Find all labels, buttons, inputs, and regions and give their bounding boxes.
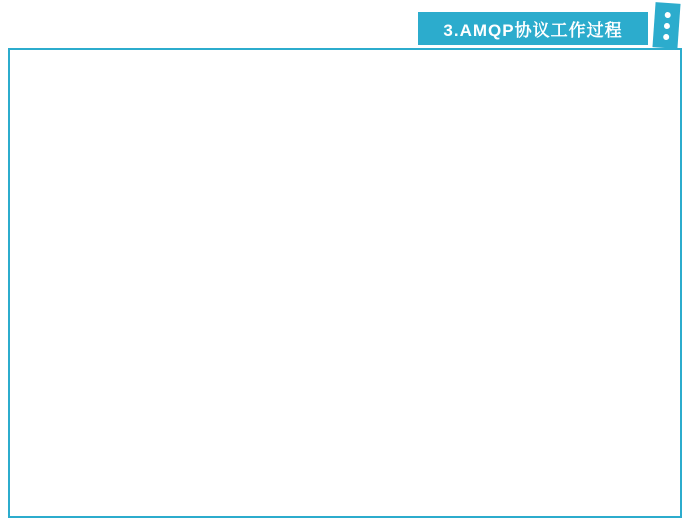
dot-icon xyxy=(663,22,669,28)
dot-icon xyxy=(664,11,670,17)
section-header-tab[interactable] xyxy=(418,12,648,45)
content-panel xyxy=(8,48,682,518)
dot-icon xyxy=(663,33,669,39)
vertical-dots-menu-icon[interactable] xyxy=(652,2,680,49)
section-title: 3.AMQP协议工作过程 xyxy=(443,21,623,40)
